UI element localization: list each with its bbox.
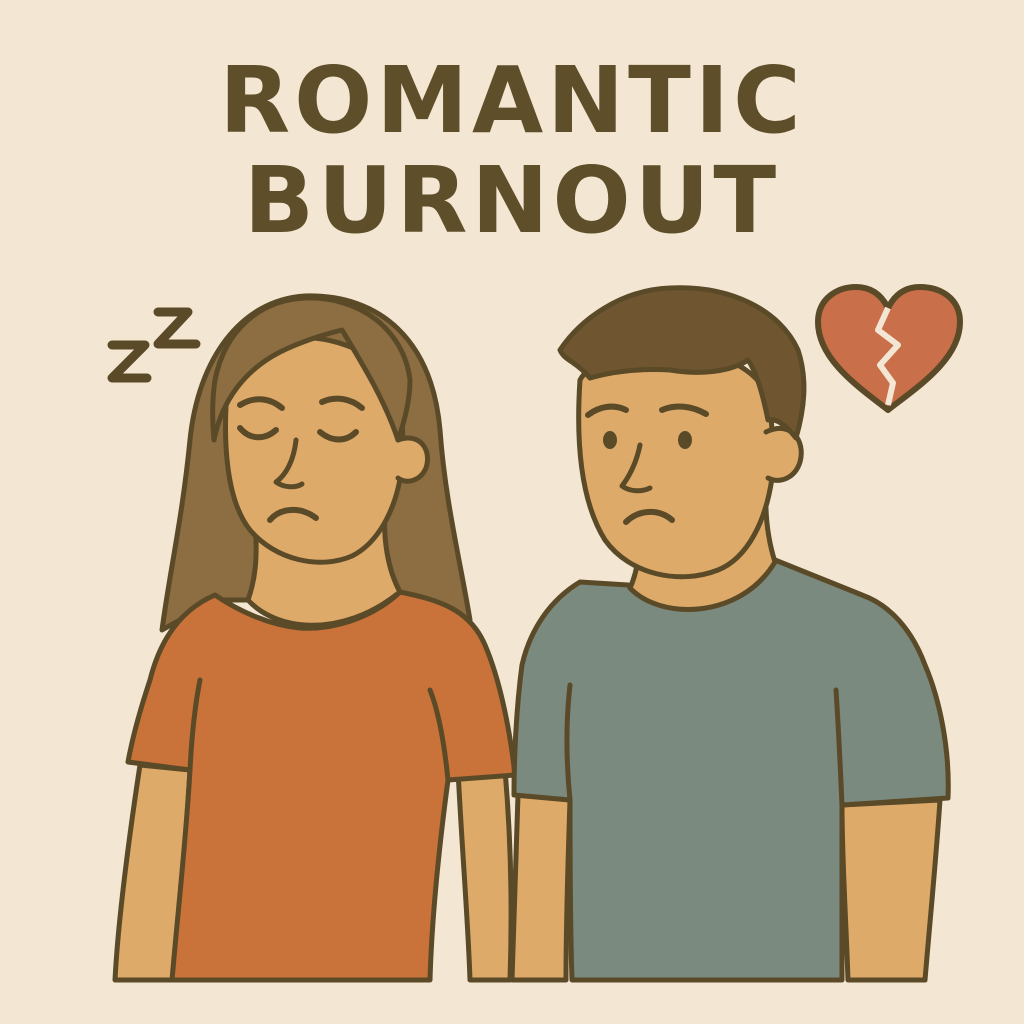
woman-figure: [115, 296, 515, 980]
title-line-1: ROMANTIC: [219, 47, 805, 154]
title-line-2: BURNOUT: [243, 147, 781, 254]
man-right-arm: [842, 800, 940, 980]
woman-right-arm: [458, 770, 511, 980]
sleep-zz-icon: [112, 312, 196, 378]
broken-heart-icon: [818, 287, 960, 410]
woman-ear: [398, 438, 428, 481]
man-left-arm: [512, 795, 570, 980]
man-face: [579, 349, 773, 577]
